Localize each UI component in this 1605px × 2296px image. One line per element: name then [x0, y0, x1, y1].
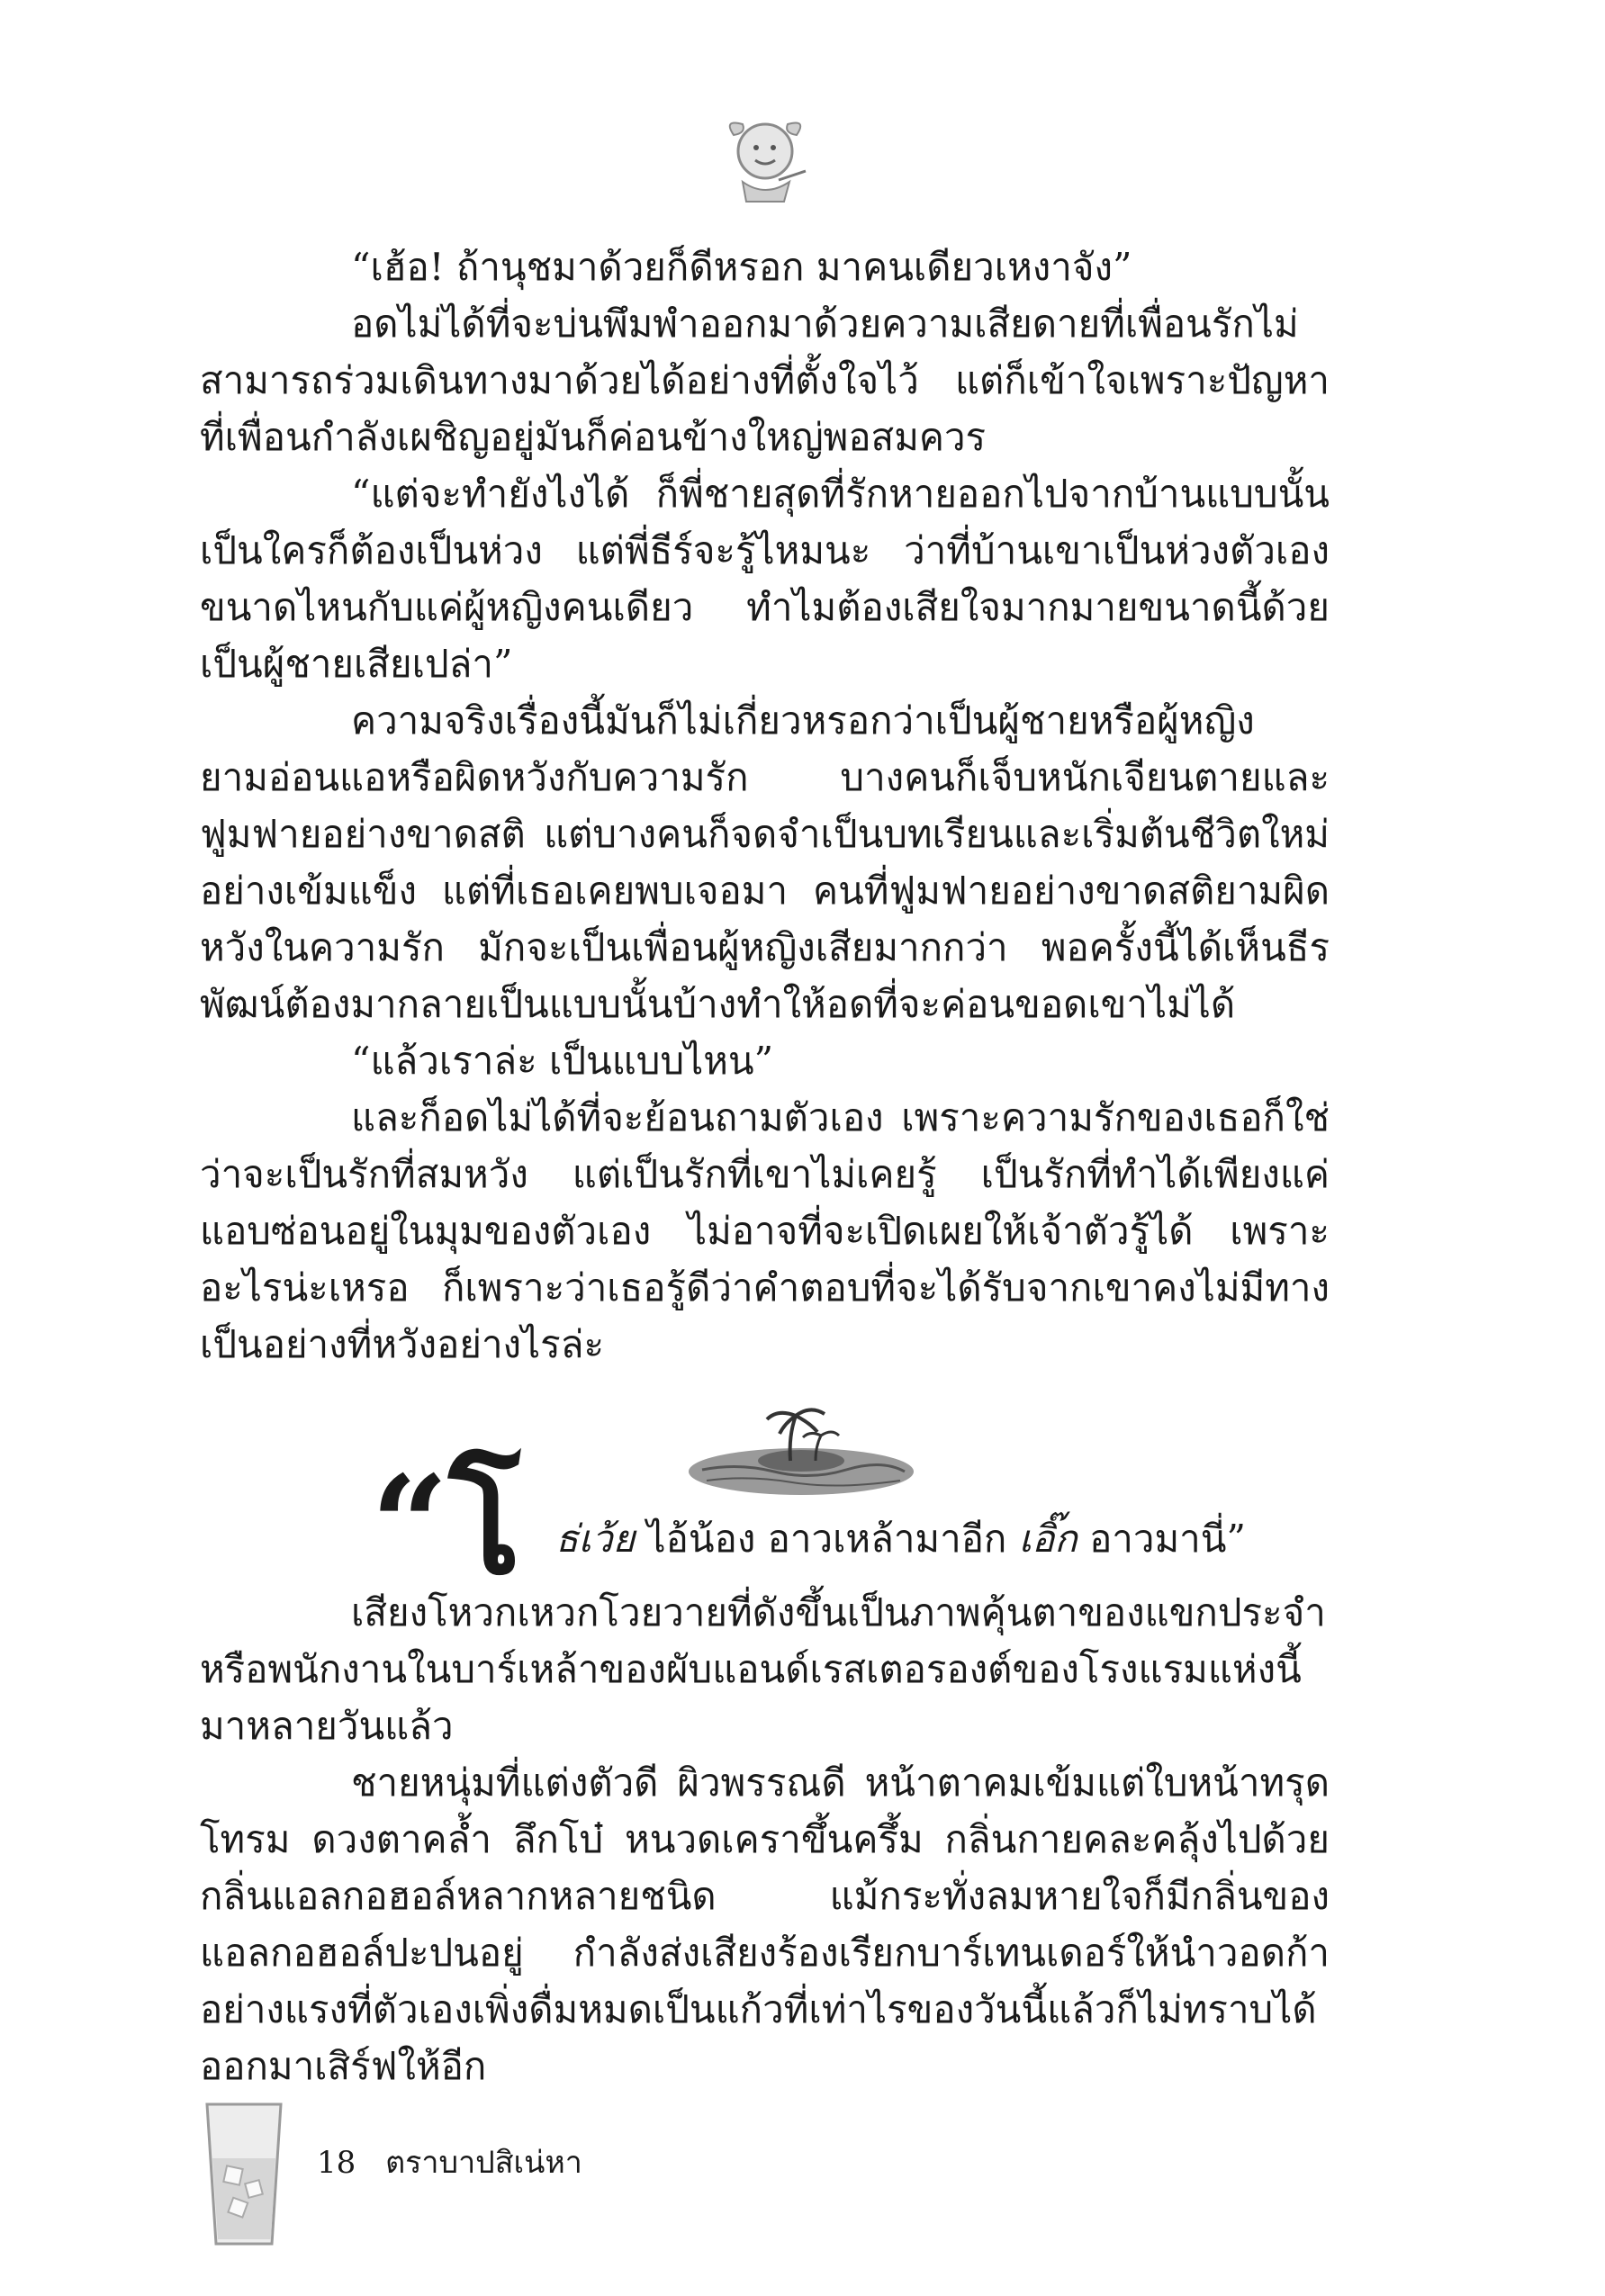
cupid-illustration	[716, 108, 815, 207]
text-block-bottom	[200, 1446, 1330, 2094]
book-title: ตราบาปสิเน่หา	[385, 2145, 582, 2181]
text-block-top	[200, 239, 1330, 1373]
paragraph: “แล้วเราล่ะ เป็นแบบไหน”	[351, 1039, 774, 1083]
dropcap-line	[200, 1446, 1330, 1605]
paragraph: เสียงโหวกเหวกโวยวายที่ดังขึ้นเป็นภาพคุ้นตาของแขกประจำหรือพนักงานในบาร์เหล้าของผับแอนด์เรสเตอรองต์ของโรงแรมแห่งนี้มาหลายวันแล้ว	[200, 1590, 1326, 1748]
glass-icon	[200, 2095, 288, 2253]
page-number: 18	[317, 2145, 356, 2181]
paragraph: และก็อดไม่ได้ที่จะย้อนถามตัวเอง เพราะความรักของเธอก็ใช่ว่าจะเป็นรักที่สมหวัง แต่เป็นรักที่เขาไม่เคยรู้ เป็นรักที่ทำได้เพียงแค่แอบซ่อนอยู่ในมุมของตัวเอง ไม่อาจที่จะเปิดเผยให้เจ้าตัวรู้ได้ เพราะอะไรน่ะเหรอ ก็เพราะว่าเธอรู้ดีว่าคำตอบที่จะได้รับจากเขาคงไม่มีทางเป็นอย่างที่หวังอย่างไรล่ะ	[200, 1095, 1330, 1366]
paragraph: “เฮ้อ! ถ้านุชมาด้วยก็ดีหรอก มาคนเดียวเหงาจัง”	[351, 245, 1132, 289]
island-illustration	[684, 1400, 918, 1499]
paragraph: ชายหนุ่มที่แต่งตัวดี ผิวพรรณดี หน้าตาคมเข้มแต่ใบหน้าทรุดโทรม ดวงตาคล้ำ ลึกโบ๋ หนวดเคราขึ้นครึ้ม กลิ่นกายคละคลุ้งไปด้วยกลิ่นแอลกอฮอล์หลากหลายชนิด แม้กระทั่งลมหายใจก็มีกลิ่นของแอลกอฮอล์ปะปนอยู่ กำลังส่งเสียงร้องเรียกบาร์เทนเดอร์ให้นำวอดก้าอย่างแรงที่ตัวเองเพิ่งดื่มหมดเป็นแก้วที่เท่าไรของวันนี้แล้วก็ไม่ทราบได้ออกมาเสิร์ฟให้อีก	[200, 1760, 1330, 2088]
paragraph: อดไม่ได้ที่จะบ่นพึมพำออกมาด้วยความเสียดายที่เพื่อนรักไม่สามารถร่วมเดินทางมาด้วยได้อย่างที่ตั้งใจไว้ แต่ก็เข้าใจเพราะปัญหาที่เพื่อนกำลังเผชิญอยู่มันก็ค่อนข้างใหญ่พอสมควร	[200, 302, 1330, 459]
paragraph: “แต่จะทำยังไงได้ ก็พี่ชายสุดที่รักหายออกไปจากบ้านแบบนั้นเป็นใครก็ต้องเป็นห่วง แต่พี่ธีร์จะรู้ไหมนะ ว่าที่บ้านเขาเป็นห่วงตัวเองขนาดไหนกับแค่ผู้หญิงคนเดียว ทำไมต้องเสียใจมากมายขนาดนี้ด้วย เป็นผู้ชายเสียเปล่า”	[200, 472, 1330, 686]
drop-cap: “โ	[371, 1446, 521, 1605]
dropcap-line-text: ธ่เว้ย ไอ้น้อง อาวเหล้ามาอีก เอิ๊ก อาวมานี่”	[555, 1517, 1246, 1561]
page-footer	[317, 2138, 602, 2186]
paragraph: ความจริงเรื่องนี้มันก็ไม่เกี่ยวหรอกว่าเป็นผู้ชายหรือผู้หญิง ยามอ่อนแอหรือผิดหวังกับความรัก บางคนก็เจ็บหนักเจียนตายและฟูมฟายอย่างขาดสติ แต่บางคนก็จดจำเป็นบทเรียนและเริ่มต้นชีวิตใหม่อย่างเข้มแข็ง แต่ที่เธอเคยพบเจอมา คนที่ฟูมฟายอย่างขาดสติยามผิดหวังในความรัก มักจะเป็นเพื่อนผู้หญิงเสียมากกว่า พอครั้งนี้ได้เห็นธีรพัฒน์ต้องมากลายเป็นแบบนั้นบ้างทำให้อดที่จะค่อนขอดเขาไม่ได้	[200, 698, 1330, 1026]
